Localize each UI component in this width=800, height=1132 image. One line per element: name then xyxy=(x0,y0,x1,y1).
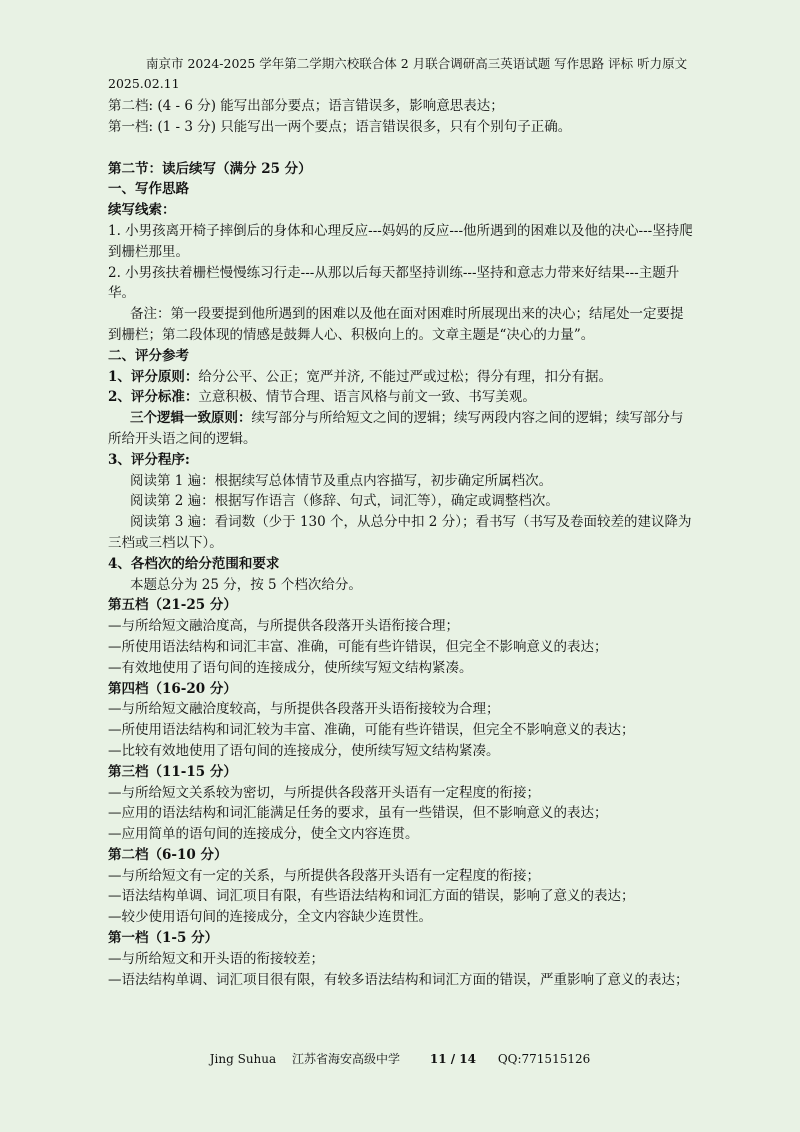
grade-criterion: —有效地使用了语句间的连接成分，使所续写短文结构紧凑。 xyxy=(108,659,473,676)
footer-school: 江苏省海安高级中学 xyxy=(292,1052,401,1066)
document-body xyxy=(108,96,696,990)
logic-text: 续写部分与所给短文之间的逻辑；续写两段内容之间的逻辑；续写部分与所给开头语之间的逻辑。 xyxy=(108,410,684,447)
scoring-heading: 二、评分参考 xyxy=(108,347,189,364)
grade-criterion: —与所给短文融洽度较高，与所提供各段落开头语衔接较为合理； xyxy=(108,701,500,718)
grade-criterion: —所使用语法结构和词汇丰富、准确，可能有些许错误，但完全不影响意义的表达； xyxy=(108,638,608,655)
grade-criterion: —比较有效地使用了语句间的连接成分，使所续写短文结构紧凑。 xyxy=(108,742,500,759)
logic-label: 三个逻辑一致原则： xyxy=(130,410,252,427)
grade-criterion: —语法结构单调、词汇项目很有限，有较多语法结构和词汇方面的错误，严重影响了意义的表达； xyxy=(108,971,689,988)
section-title: 第二节：读后续写（满分 25 分） xyxy=(108,160,312,177)
grade-4-heading: 第四档（16-20 分） xyxy=(108,680,237,697)
principle-label: 1、评分原则： xyxy=(108,368,199,385)
read-step: 阅读第 2 遍：根据写作语言（修辞、句式，词汇等），确定或调整档次。 xyxy=(130,493,559,510)
grade-2-heading: 第二档（6-10 分） xyxy=(108,846,228,863)
read-step: 阅读第 1 遍：根据续写总体情节及重点内容描写，初步确定所属档次。 xyxy=(130,472,553,489)
grade-criterion: —较少使用语句间的连接成分，全文内容缺少连贯性。 xyxy=(108,909,432,926)
range-text: 本题总分为 25 分，按 5 个档次给分。 xyxy=(130,576,362,593)
page-number: 11 / 14 xyxy=(429,1052,476,1066)
grade-criterion: —与所给短文关系较为密切，与所提供各段落开头语有一定程度的衔接； xyxy=(108,784,540,801)
grade-1-heading: 第一档（1-5 分） xyxy=(108,930,219,947)
grade-criterion: —语法结构单调、词汇项目有限，有些语法结构和词汇方面的错误，影响了意义的表达； xyxy=(108,888,635,905)
note-paragraph: 备注：第一段要提到他所遇到的困难以及他在面对困难时所展现出来的决心；结尾处一定要提到栅栏；第二段体现的情感是鼓舞人心、积极向上的。文章主题是“决心的力量”。 xyxy=(108,306,684,343)
writing-idea-heading: 一、写作思路 xyxy=(108,181,189,198)
scoring-principle xyxy=(108,367,696,388)
scoring-standard xyxy=(108,387,696,408)
standard-label: 2、评分标准： xyxy=(108,389,199,406)
page-footer xyxy=(0,1050,800,1067)
clue-item: 1. 小男孩离开椅子摔倒后的身体和心理反应---妈妈的反应---他所遇到的困难以及他的决心---坚持爬到栅栏那里。 xyxy=(108,222,693,260)
grade-3-heading: 第三档（11-15 分） xyxy=(108,763,237,780)
range-heading: 4、各档次的给分范围和要求 xyxy=(108,555,280,572)
footer-qq: QQ:771515126 xyxy=(497,1052,591,1066)
grade-criterion: —与所给短文和开头语的衔接较差； xyxy=(108,950,324,967)
standard-text: 立意积极、情节合理、语言风格与前文一致、书写美观。 xyxy=(198,389,536,406)
logic-principle xyxy=(108,408,696,450)
grade-criterion: —应用简单的语句间的连接成分，使全文内容连贯。 xyxy=(108,826,419,843)
grade-criterion: —所使用语法结构和词汇较为丰富、准确，可能有些许错误，但完全不影响意义的表达； xyxy=(108,722,635,739)
footer-author: Jing Suhua xyxy=(209,1052,277,1066)
grade-5-heading: 第五档（21-25 分） xyxy=(108,597,237,614)
grade-criterion: —与所给短文融洽度高，与所提供各段落开头语衔接合理； xyxy=(108,618,459,635)
read-step: 阅读第 3 遍：看词数（少于 130 个，从总分中扣 2 分）；看书写（书写及卷面较差的建议降为三档或三档以下）。 xyxy=(108,514,692,551)
header-date: 2025.02.11 xyxy=(108,76,180,91)
clue-heading: 续写线索： xyxy=(108,202,176,219)
principle-text: 给分公平、公正；宽严并济, 不能过严或过松；得分有理，扣分有据。 xyxy=(198,368,612,385)
grade-1-previous: 第一档: (1 - 3 分) 只能写出一两个要点；语言错误很多，只有个别句子正确。 xyxy=(108,118,572,135)
header-title: 南京市 2024-2025 学年第二学期六校联合体 2 月联合调研高三英语试题 写作思路 评标 听力原文 xyxy=(146,56,688,71)
grade-criterion: —应用的语法结构和词汇能满足任务的要求，虽有一些错误，但不影响意义的表达； xyxy=(108,805,608,822)
grade-2-previous: 第二档: (4 - 6 分) 能写出部分要点；语言错误多，影响意思表达； xyxy=(108,98,504,114)
procedure-heading: 3、评分程序: xyxy=(108,451,190,468)
clue-item: 2. 小男孩扶着栅栏慢慢练习行走---从那以后每天都坚持训练---坚持和意志力带来好结果---主题升华。 xyxy=(108,264,680,302)
grade-criterion: —与所给短文有一定的关系，与所提供各段落开头语有一定程度的衔接； xyxy=(108,867,540,884)
page-header xyxy=(108,54,698,94)
